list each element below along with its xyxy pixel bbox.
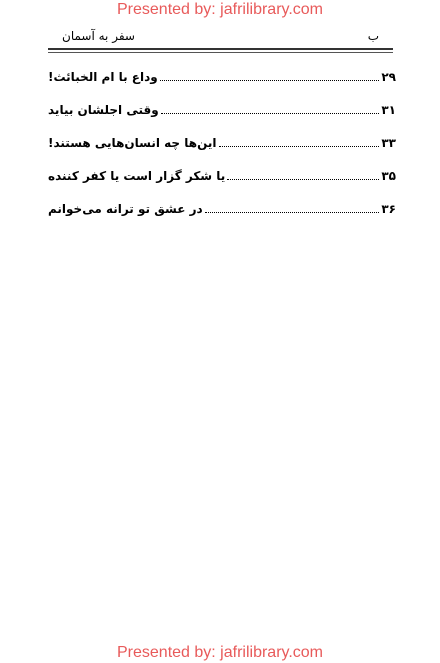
header-rule-thick (48, 48, 393, 50)
toc-leader-dots (227, 179, 379, 180)
toc-entry-title: یا شکر گزار است یا کفر کننده (48, 168, 226, 183)
header-book-title: سفر به آسمان (62, 29, 135, 43)
running-header (48, 28, 393, 46)
toc-entry-page: ۳۶ (381, 201, 396, 216)
header-rule-thin (48, 52, 393, 53)
toc-leader-dots (219, 146, 380, 147)
watermark-bottom: Presented by: jafrilibrary.com (117, 644, 323, 661)
toc-entry-page: ۳۱ (381, 102, 396, 117)
toc-entry-page: ۲۹ (381, 69, 396, 84)
toc-entry-page: ۳۵ (381, 168, 396, 183)
toc-entry[interactable] (48, 192, 396, 225)
toc-leader-dots (205, 212, 380, 213)
table-of-contents (48, 60, 396, 225)
toc-entry-title: در عشق تو ترانه می‌خوانم (48, 201, 203, 216)
toc-leader-dots (161, 113, 380, 114)
toc-entry[interactable] (48, 126, 396, 159)
watermark-top: Presented by: jafrilibrary.com (117, 1, 323, 18)
toc-entry[interactable] (48, 93, 396, 126)
toc-entry-page: ۳۳ (381, 135, 396, 150)
toc-entry[interactable] (48, 60, 396, 93)
toc-entry-title: وقتی اجلشان بیاید (48, 102, 159, 117)
toc-entry-title: این‌ها چه انسان‌هایی هستند! (48, 135, 217, 150)
toc-entry[interactable] (48, 159, 396, 192)
toc-entry-title: وداع با ام الخبائث! (48, 69, 158, 84)
header-page-letter: ب (367, 29, 379, 43)
toc-leader-dots (160, 80, 380, 81)
